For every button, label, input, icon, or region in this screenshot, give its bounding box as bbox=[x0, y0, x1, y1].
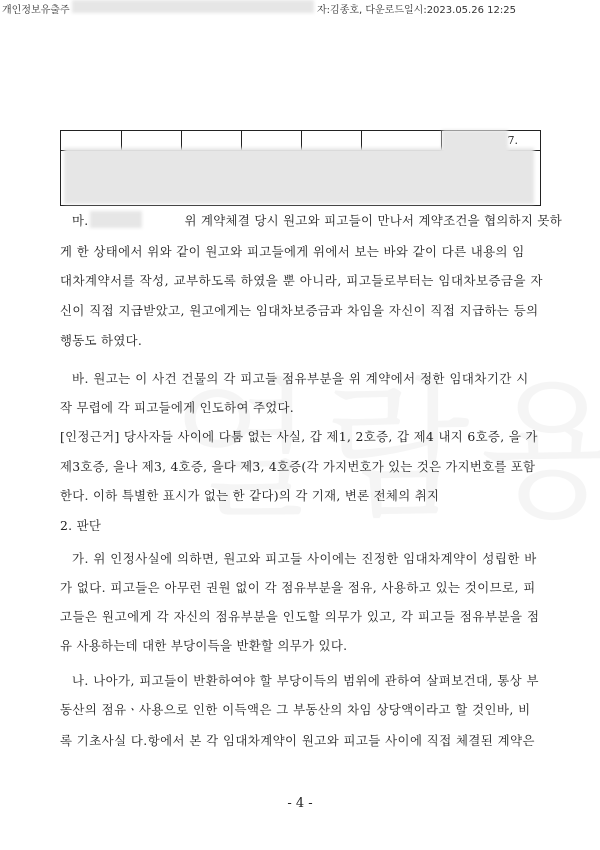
header-right-text: 자:김종호, 다운로드일시:2023.05.26 12:25 bbox=[317, 5, 516, 16]
text-line bbox=[60, 512, 542, 540]
text-line bbox=[60, 453, 542, 481]
text-segment: 제3호증, 을나 제3, 4호증, 을다 제3, 4호증(각 가지번호가 있는 것은 가지번호를 포함 bbox=[60, 459, 536, 474]
text-segment: 위 계약체결 당시 원고와 피고들이 만나서 계약조건을 협의하지 못하 bbox=[184, 213, 562, 228]
text-line bbox=[60, 297, 542, 325]
text-segment: 2. 판단 bbox=[60, 518, 102, 533]
text-segment: [인정근거] 당사자들 사이에 다툼 없는 사실, 갑 제1, 2호증, 갑 제4 내지 6호증, 을 가 bbox=[60, 429, 538, 444]
redaction-name bbox=[90, 211, 142, 228]
text-segment: 한다. 이하 특별한 표시가 없는 한 같다)의 각 기재, 변론 전체의 취지 bbox=[60, 488, 440, 503]
text-line bbox=[60, 327, 542, 355]
text-line bbox=[60, 238, 542, 266]
text-segment: 작 무렵에 각 피고들에게 인도하여 주었다. bbox=[60, 400, 295, 415]
text-segment: 나. 나아가, 피고들이 반환하여야 할 부당이득의 범위에 관하여 살펴보건대, 통상 부 bbox=[72, 673, 539, 688]
text-segment: 동산의 점유ㆍ사용으로 인한 이득액은 그 부동산의 차임 상당액이라고 할 것인바, 비 bbox=[60, 702, 531, 717]
text-line bbox=[60, 267, 542, 295]
redaction-header bbox=[72, 0, 314, 13]
text-segment: 고들은 원고에게 각 자신의 점유부분을 인도할 의무가 있고, 각 피고들 점유부분을 점 bbox=[60, 609, 540, 624]
text-line bbox=[60, 365, 554, 393]
header-left-text: 개인정보유출주 bbox=[2, 5, 70, 16]
text-segment: 신이 직접 지급받았고, 원고에게는 임대차보증금과 차임을 자신이 직접 지급하는 등의 bbox=[60, 303, 539, 318]
text-line bbox=[60, 667, 554, 695]
text-segment: 유 사용하는데 대한 부당이득을 반환할 의무가 있다. bbox=[60, 638, 348, 653]
table-cell-text: 7. bbox=[507, 134, 518, 147]
text-segment: 바. 원고는 이 사건 건물의 각 피고들 점유부분을 위 계약에서 정한 임대차기간 시 bbox=[72, 371, 529, 386]
text-segment: 행동도 하였다. bbox=[60, 333, 143, 348]
text-line bbox=[60, 545, 554, 573]
text-segment: 대차계약서를 작성, 교부하도록 하였을 뿐 아니라, 피고들로부터는 임대차보증금을 자 bbox=[60, 273, 544, 288]
text-segment: 게 한 상태에서 위와 같이 원고와 피고들에게 위에서 보는 바와 같이 다른 내용의 임 bbox=[60, 244, 525, 259]
text-line bbox=[60, 423, 542, 451]
text-line bbox=[60, 603, 542, 631]
text-line bbox=[60, 632, 542, 660]
page-number: - 4 - bbox=[287, 796, 313, 811]
text-segment: 가 없다. 피고들은 아무런 권원 없이 각 점유부분을 점유, 사용하고 있는 것이므로, 피 bbox=[60, 580, 536, 595]
redaction-table-body bbox=[64, 148, 534, 204]
text-segment: 마. bbox=[72, 213, 89, 228]
text-line bbox=[60, 696, 542, 724]
text-line bbox=[60, 482, 542, 510]
text-line bbox=[60, 394, 542, 422]
text-line bbox=[60, 727, 542, 755]
text-segment: 가. 위 인정사실에 의하면, 원고와 피고들 사이에는 진정한 임대차계약이 성립한 바 bbox=[72, 551, 537, 566]
text-segment: 록 기초사실 다.항에서 본 각 임대차계약이 원고와 피고들 사이에 직접 체결된 계약은 bbox=[60, 733, 535, 748]
text-line bbox=[60, 574, 542, 602]
